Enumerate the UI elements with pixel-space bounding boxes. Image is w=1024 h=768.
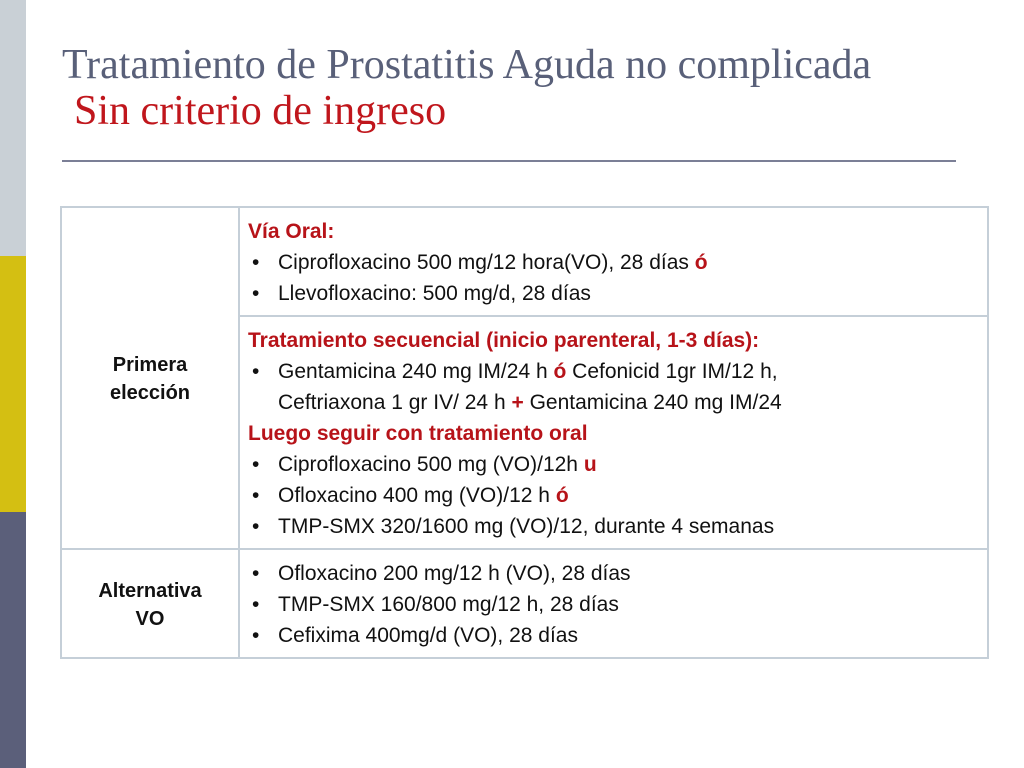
list-item: • Llevofloxacino: 500 mg/d, 28 días <box>252 282 591 305</box>
section-subheading: Luego seguir con tratamiento oral <box>248 422 588 445</box>
list-item-continuation: Ceftriaxona 1 gr IV/ 24 h + Gentamicina 240 mg IM/24 <box>278 391 782 414</box>
list-item: • TMP-SMX 160/800 mg/12 h, 28 días <box>252 593 619 616</box>
row-label-primera: Primera elección <box>61 207 239 549</box>
title-main: Tratamiento de Prostatitis Aguda no complicada <box>62 42 872 88</box>
row-label-alternativa: Alternativa VO <box>61 549 239 658</box>
cell-via-oral <box>239 207 988 316</box>
side-bar-middle <box>0 256 26 512</box>
list-item: • TMP-SMX 320/1600 mg (VO)/12, durante 4 semanas <box>252 515 775 538</box>
cell-alternativa <box>239 549 988 658</box>
list-item: • Gentamicina 240 mg IM/24 h ó Cefonicid 1gr IM/12 h, <box>252 360 778 383</box>
treatment-table <box>60 206 989 659</box>
title-subtitle: Sin criterio de ingreso <box>74 88 447 134</box>
section-heading: Tratamiento secuencial (inicio parenteral, 1-3 días): <box>248 329 760 352</box>
table-row <box>61 207 988 316</box>
side-bar-top <box>0 0 26 256</box>
table-row <box>61 549 988 658</box>
list-item: • Ciprofloxacino 500 mg/12 hora(VO), 28 días ó <box>252 251 708 274</box>
list-item: • Cefixima 400mg/d (VO), 28 días <box>252 624 578 647</box>
cell-tratamiento-secuencial <box>239 316 988 549</box>
list-item: • Ofloxacino 400 mg (VO)/12 h ó <box>252 484 569 507</box>
title-divider <box>62 160 956 162</box>
slide-title <box>62 42 1002 134</box>
list-item: • Ofloxacino 200 mg/12 h (VO), 28 días <box>252 562 631 585</box>
section-heading: Vía Oral: <box>248 220 335 243</box>
side-bar-bottom <box>0 512 26 768</box>
list-item: • Ciprofloxacino 500 mg (VO)/12h u <box>252 453 597 476</box>
